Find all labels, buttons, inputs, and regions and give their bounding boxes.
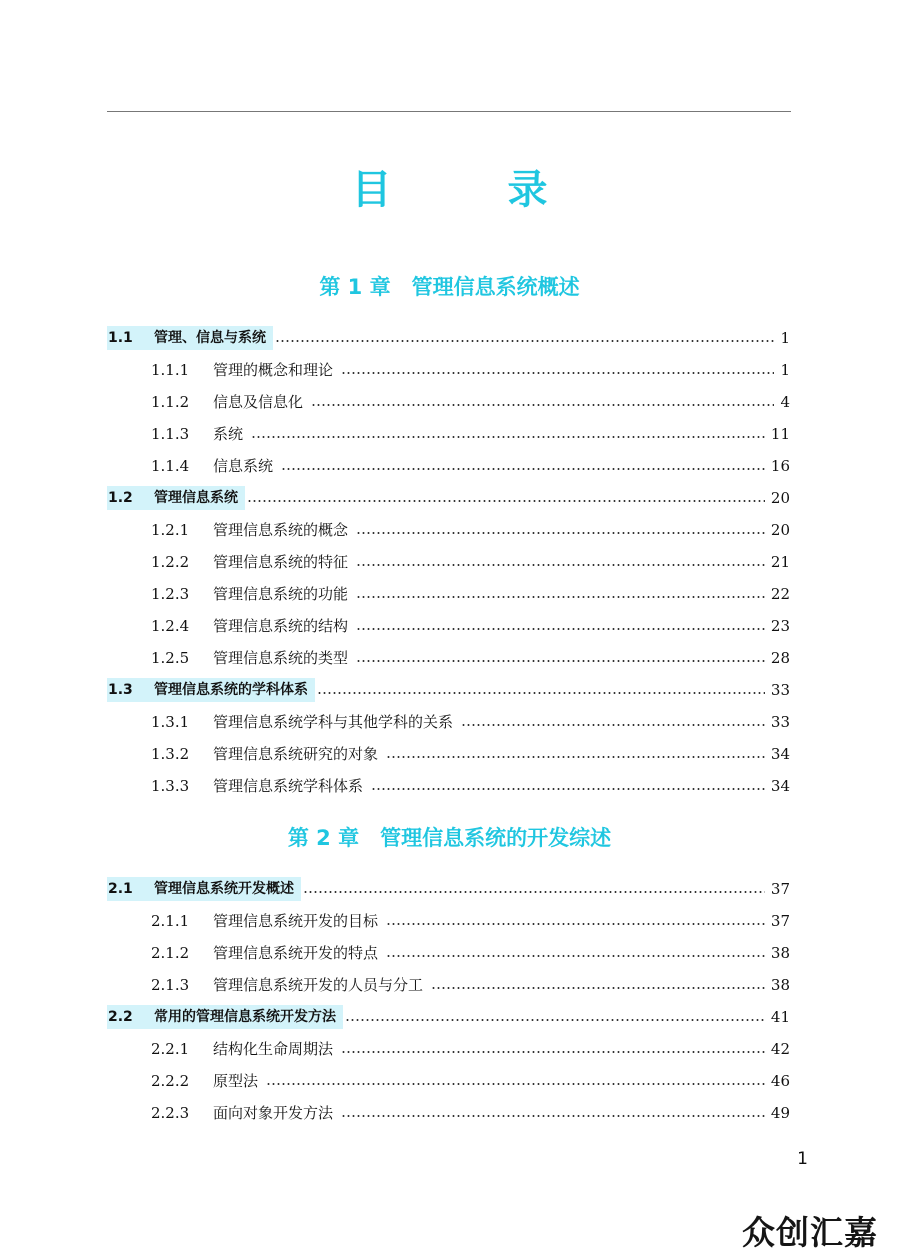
toc-subsection-2-2-2[interactable] [151, 1069, 790, 1093]
toc-subsection-1-3-2[interactable] [151, 742, 790, 766]
page-ref: 1 [780, 361, 790, 379]
subsection-title: 管理信息系统的功能 [213, 585, 349, 603]
subsection-title: 管理信息系统开发的目标 [213, 912, 379, 930]
page-ref: 46 [770, 1072, 790, 1090]
section-number: 1.1 [108, 330, 133, 346]
page-ref: 33 [770, 713, 790, 731]
dot-leader [275, 340, 774, 342]
subsection-number: 1.1.4 [151, 457, 190, 475]
subsection-number: 2.1.1 [151, 912, 190, 930]
toc-section-1-3[interactable] [107, 678, 790, 702]
subsection-number: 1.1.3 [151, 425, 190, 443]
toc-section-1-1[interactable] [107, 326, 790, 350]
subsection-number: 2.2.2 [151, 1072, 190, 1090]
subsection-title: 管理信息系统的类型 [213, 649, 349, 667]
dot-leader [303, 891, 765, 893]
toc-section-2-2[interactable] [107, 1005, 790, 1029]
section-title: 管理信息系统的学科体系 [154, 682, 308, 698]
subsection-title: 面向对象开发方法 [213, 1104, 334, 1122]
dot-leader [281, 468, 765, 470]
toc-subsection-2-1-1[interactable] [151, 909, 790, 933]
chapter-2-heading: 第 2 章 管理信息系统的开发综述 [287, 826, 612, 850]
page-ref: 1 [780, 329, 790, 347]
subsection-title: 信息及信息化 [213, 393, 304, 411]
toc-section-2-1[interactable] [107, 877, 790, 901]
page-ref: 34 [770, 745, 790, 763]
dot-leader [317, 692, 765, 694]
page-ref: 41 [770, 1008, 790, 1026]
subsection-title: 原型法 [213, 1072, 259, 1090]
toc-subsection-1-1-4[interactable] [151, 454, 790, 478]
subsection-title: 信息系统 [213, 457, 274, 475]
section-number: 1.3 [108, 682, 133, 698]
dot-leader [371, 788, 765, 790]
subsection-number: 1.2.4 [151, 617, 190, 635]
top-rule [107, 111, 791, 112]
toc-subsection-1-2-2[interactable] [151, 550, 790, 574]
toc-subsection-2-1-2[interactable] [151, 941, 790, 965]
page-ref: 49 [770, 1104, 790, 1122]
toc-subsection-1-2-4[interactable] [151, 614, 790, 638]
section-title: 管理信息系统 [154, 490, 238, 506]
page-ref: 20 [770, 489, 790, 507]
toc-subsection-1-2-1[interactable] [151, 518, 790, 542]
subsection-title: 管理信息系统学科体系 [213, 777, 364, 795]
subsection-number: 2.1.3 [151, 976, 190, 994]
toc-subsection-1-3-3[interactable] [151, 774, 790, 798]
page-ref: 23 [770, 617, 790, 635]
page-ref: 21 [770, 553, 790, 571]
page-title: 目 录 [351, 167, 586, 213]
toc-section-1-2[interactable] [107, 486, 790, 510]
section-number: 2.1 [108, 881, 133, 897]
dot-leader [247, 500, 765, 502]
toc-subsection-1-2-5[interactable] [151, 646, 790, 670]
watermark-logo: 众创汇嘉 [742, 1213, 878, 1252]
toc-subsection-1-1-3[interactable] [151, 422, 790, 446]
page-ref: 22 [770, 585, 790, 603]
toc-subsection-2-1-3[interactable] [151, 973, 790, 997]
dot-leader [356, 660, 765, 662]
section-number: 2.2 [108, 1009, 133, 1025]
subsection-number: 1.2.3 [151, 585, 190, 603]
subsection-number: 1.2.1 [151, 521, 190, 539]
subsection-title: 管理信息系统研究的对象 [213, 745, 379, 763]
subsection-number: 2.2.3 [151, 1104, 190, 1122]
dot-leader [341, 1115, 765, 1117]
section-number: 1.2 [108, 490, 133, 506]
subsection-title: 管理的概念和理论 [213, 361, 334, 379]
section-title: 常用的管理信息系统开发方法 [154, 1009, 336, 1025]
subsection-number: 2.2.1 [151, 1040, 190, 1058]
dot-leader [266, 1083, 765, 1085]
subsection-number: 1.2.5 [151, 649, 190, 667]
subsection-number: 1.3.1 [151, 713, 190, 731]
toc-subsection-1-1-1[interactable] [151, 358, 790, 382]
toc-subsection-1-1-2[interactable] [151, 390, 790, 414]
subsection-number: 1.2.2 [151, 553, 190, 571]
dot-leader [386, 955, 765, 957]
page-ref: 33 [770, 681, 790, 699]
subsection-title: 结构化生命周期法 [213, 1040, 334, 1058]
dot-leader [356, 596, 765, 598]
page-number: 1 [797, 1149, 808, 1169]
subsection-number: 1.1.2 [151, 393, 190, 411]
dot-leader [356, 564, 765, 566]
subsection-title: 系统 [213, 425, 244, 443]
dot-leader [311, 404, 774, 406]
dot-leader [341, 372, 774, 374]
page-ref: 11 [770, 425, 790, 443]
subsection-number: 1.1.1 [151, 361, 190, 379]
subsection-title: 管理信息系统的结构 [213, 617, 349, 635]
dot-leader [356, 532, 765, 534]
subsection-title: 管理信息系统的概念 [213, 521, 349, 539]
subsection-title: 管理信息系统开发的特点 [213, 944, 379, 962]
dot-leader [251, 436, 765, 438]
page-ref: 34 [770, 777, 790, 795]
subsection-number: 2.1.2 [151, 944, 190, 962]
dot-leader [356, 628, 765, 630]
subsection-title: 管理信息系统学科与其他学科的关系 [213, 713, 454, 731]
toc-subsection-1-2-3[interactable] [151, 582, 790, 606]
dot-leader [386, 756, 765, 758]
chapter-1-heading: 第 1 章 管理信息系统概述 [319, 275, 580, 299]
section-title: 管理、信息与系统 [154, 330, 266, 346]
section-title: 管理信息系统开发概述 [154, 881, 294, 897]
subsection-number: 1.3.2 [151, 745, 190, 763]
toc-subsection-2-2-3[interactable] [151, 1101, 790, 1125]
page-ref: 37 [770, 880, 790, 898]
subsection-title: 管理信息系统的特征 [213, 553, 349, 571]
page-ref: 42 [770, 1040, 790, 1058]
dot-leader [345, 1019, 765, 1021]
page-ref: 16 [770, 457, 790, 475]
page-ref: 28 [770, 649, 790, 667]
dot-leader [461, 724, 765, 726]
subsection-number: 1.3.3 [151, 777, 190, 795]
page-ref: 38 [770, 944, 790, 962]
page-ref: 38 [770, 976, 790, 994]
page-ref: 37 [770, 912, 790, 930]
subsection-title: 管理信息系统开发的人员与分工 [213, 976, 424, 994]
page-ref: 4 [780, 393, 790, 411]
page-ref: 20 [770, 521, 790, 539]
toc-subsection-2-2-1[interactable] [151, 1037, 790, 1061]
toc-subsection-1-3-1[interactable] [151, 710, 790, 734]
dot-leader [431, 987, 765, 989]
dot-leader [341, 1051, 765, 1053]
dot-leader [386, 923, 765, 925]
